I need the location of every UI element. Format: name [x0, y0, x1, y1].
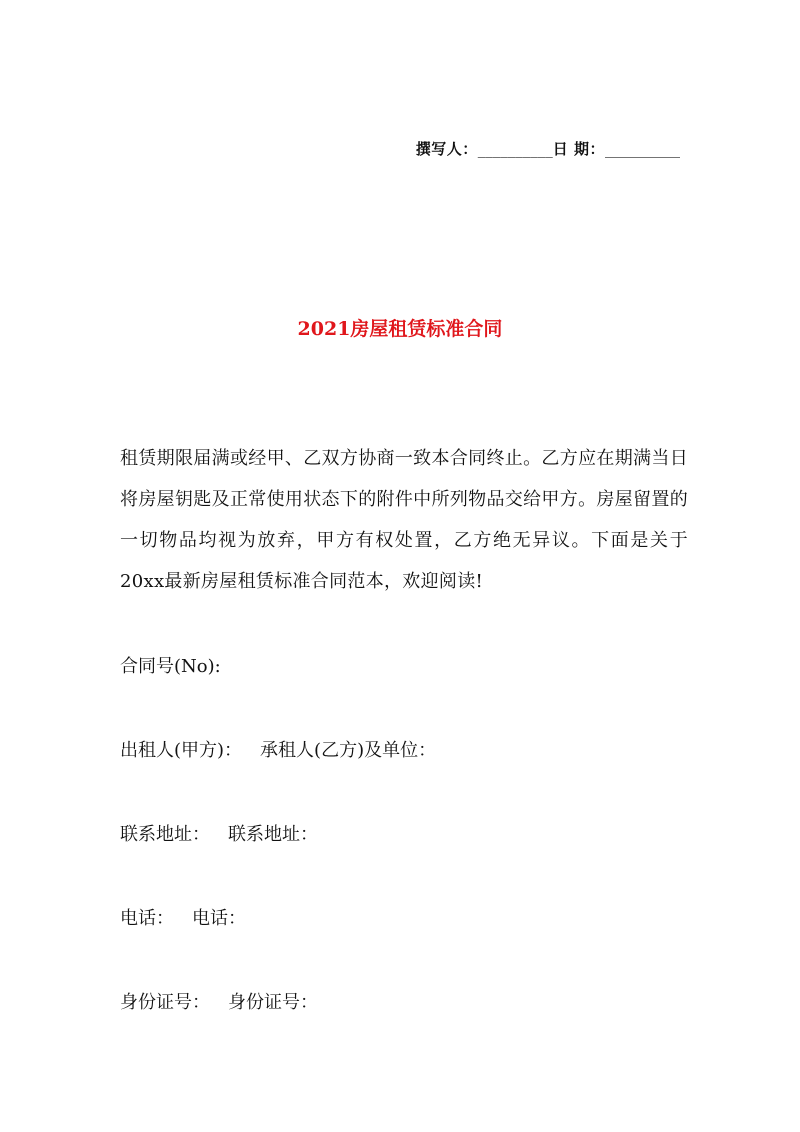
lessor-id-label: 身份证号： [120, 992, 210, 1013]
date-label: 日 期： [552, 140, 605, 158]
lessee-label: 承租人(乙方)及单位： [260, 740, 437, 761]
id-number-line [120, 988, 318, 1014]
contract-number-label: 合同号(No): [120, 656, 221, 677]
address-line [120, 820, 318, 846]
intro-paragraph: 租赁期限届满或经甲、乙双方协商一致本合同终止。乙方应在期满当日将房屋钥匙及正常使用状态下的附件中所列物品交给甲方。房屋留置的一切物品均视为放弃，甲方有权处置，乙方绝无异议。下面是关于20xx最新房屋租赁标准合同范本，欢迎阅读! [120, 448, 688, 592]
parties-line [120, 736, 436, 762]
lessor-address-label: 联系地址： [120, 824, 210, 845]
lessor-label: 出租人(甲方)： [120, 740, 243, 761]
lessee-address-label: 联系地址： [228, 824, 318, 845]
lessee-id-label: 身份证号： [228, 992, 318, 1013]
phone-line [120, 904, 246, 930]
date-blank: __________ [605, 140, 680, 158]
author-label: 撰写人： [415, 140, 478, 158]
lessor-phone-label: 电话： [120, 908, 174, 929]
author-date-line [416, 138, 680, 159]
contract-number-line [120, 652, 221, 678]
author-blank: __________ [477, 140, 553, 158]
document-title: 2021房屋租赁标准合同 [297, 318, 503, 340]
intro-block [120, 438, 688, 602]
lessee-phone-label: 电话： [192, 908, 246, 929]
